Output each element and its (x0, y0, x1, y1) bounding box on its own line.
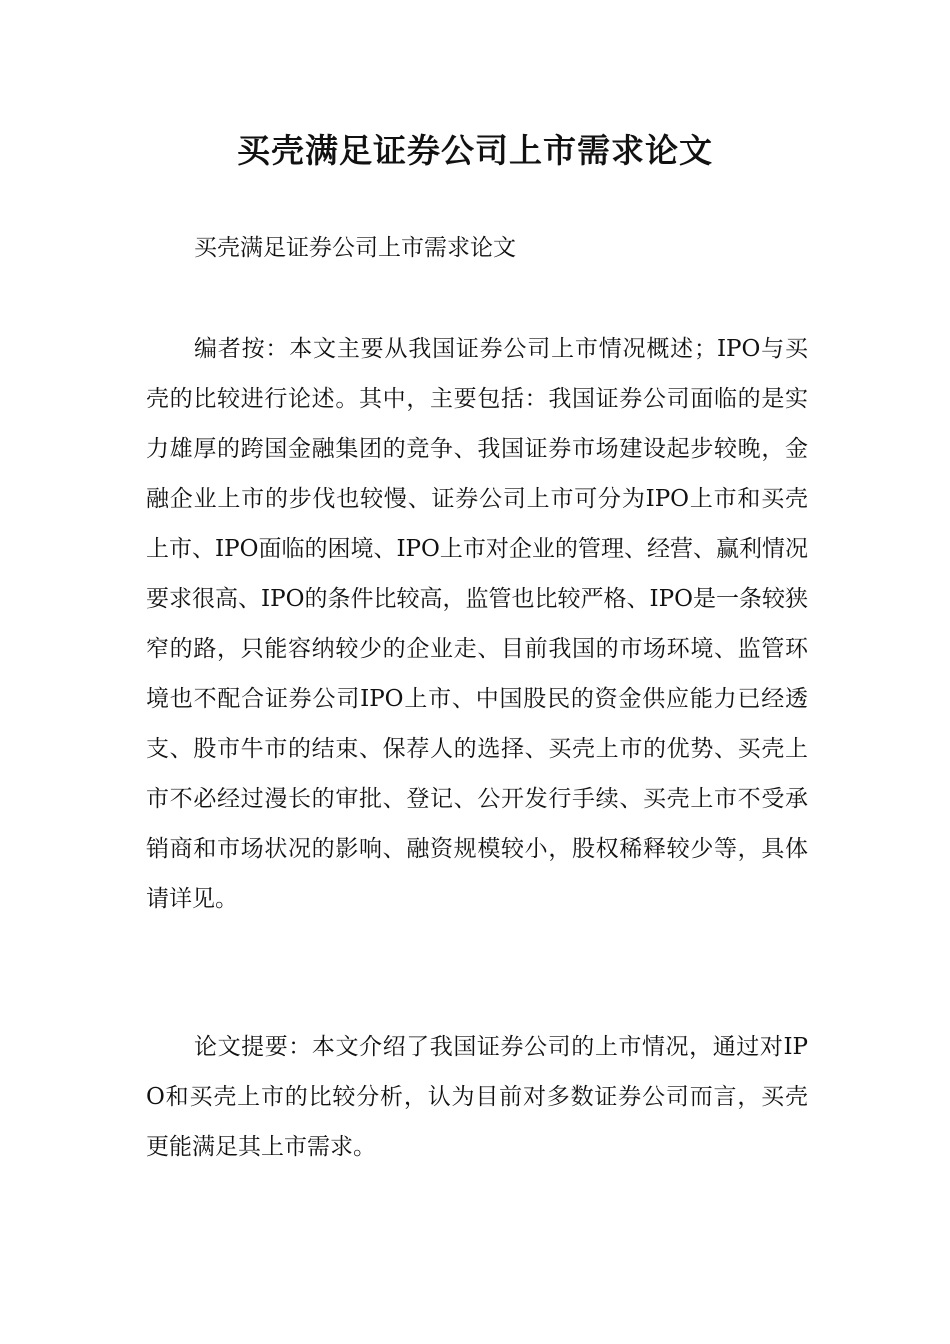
editor-note-paragraph: 编者按：本文主要从我国证券公司上市情况概述；IPO与买壳的比较进行论述。其中，主要包括：我国证券公司面临的是实力雄厚的跨国金融集团的竞争、我国证券市场建设起步较晚，金融企业上市的步伐也较慢、证券公司上市可分为IPO上市和买壳上市、IPO面临的困境、IPO上市对企业的管理、经营、赢利情况要求很高、IPO的条件比较高，监管也比较严格、IPO是一条较狭窄的路，只能容纳较少的企业走、目前我国的市场环境、监管环境也不配合证券公司IPO上市、中国股民的资金供应能力已经透支、股市牛市的结束、保荐人的选择、买壳上市的优势、买壳上市不必经过漫长的审批、登记、公开发行手续、买壳上市不受承销商和市场状况的影响、融资规模较小，股权稀释较少等，具体请详见。 (146, 336, 808, 912)
document-subtitle: 买壳满足证券公司上市需求论文 (194, 235, 516, 261)
document-title: 买壳满足证券公司上市需求论文 (237, 131, 713, 170)
abstract-paragraph: 论文提要：本文介绍了我国证券公司的上市情况，通过对IPO和买壳上市的比较分析，认为目前对多数证券公司而言，买壳更能满足其上市需求。 (146, 1034, 808, 1160)
